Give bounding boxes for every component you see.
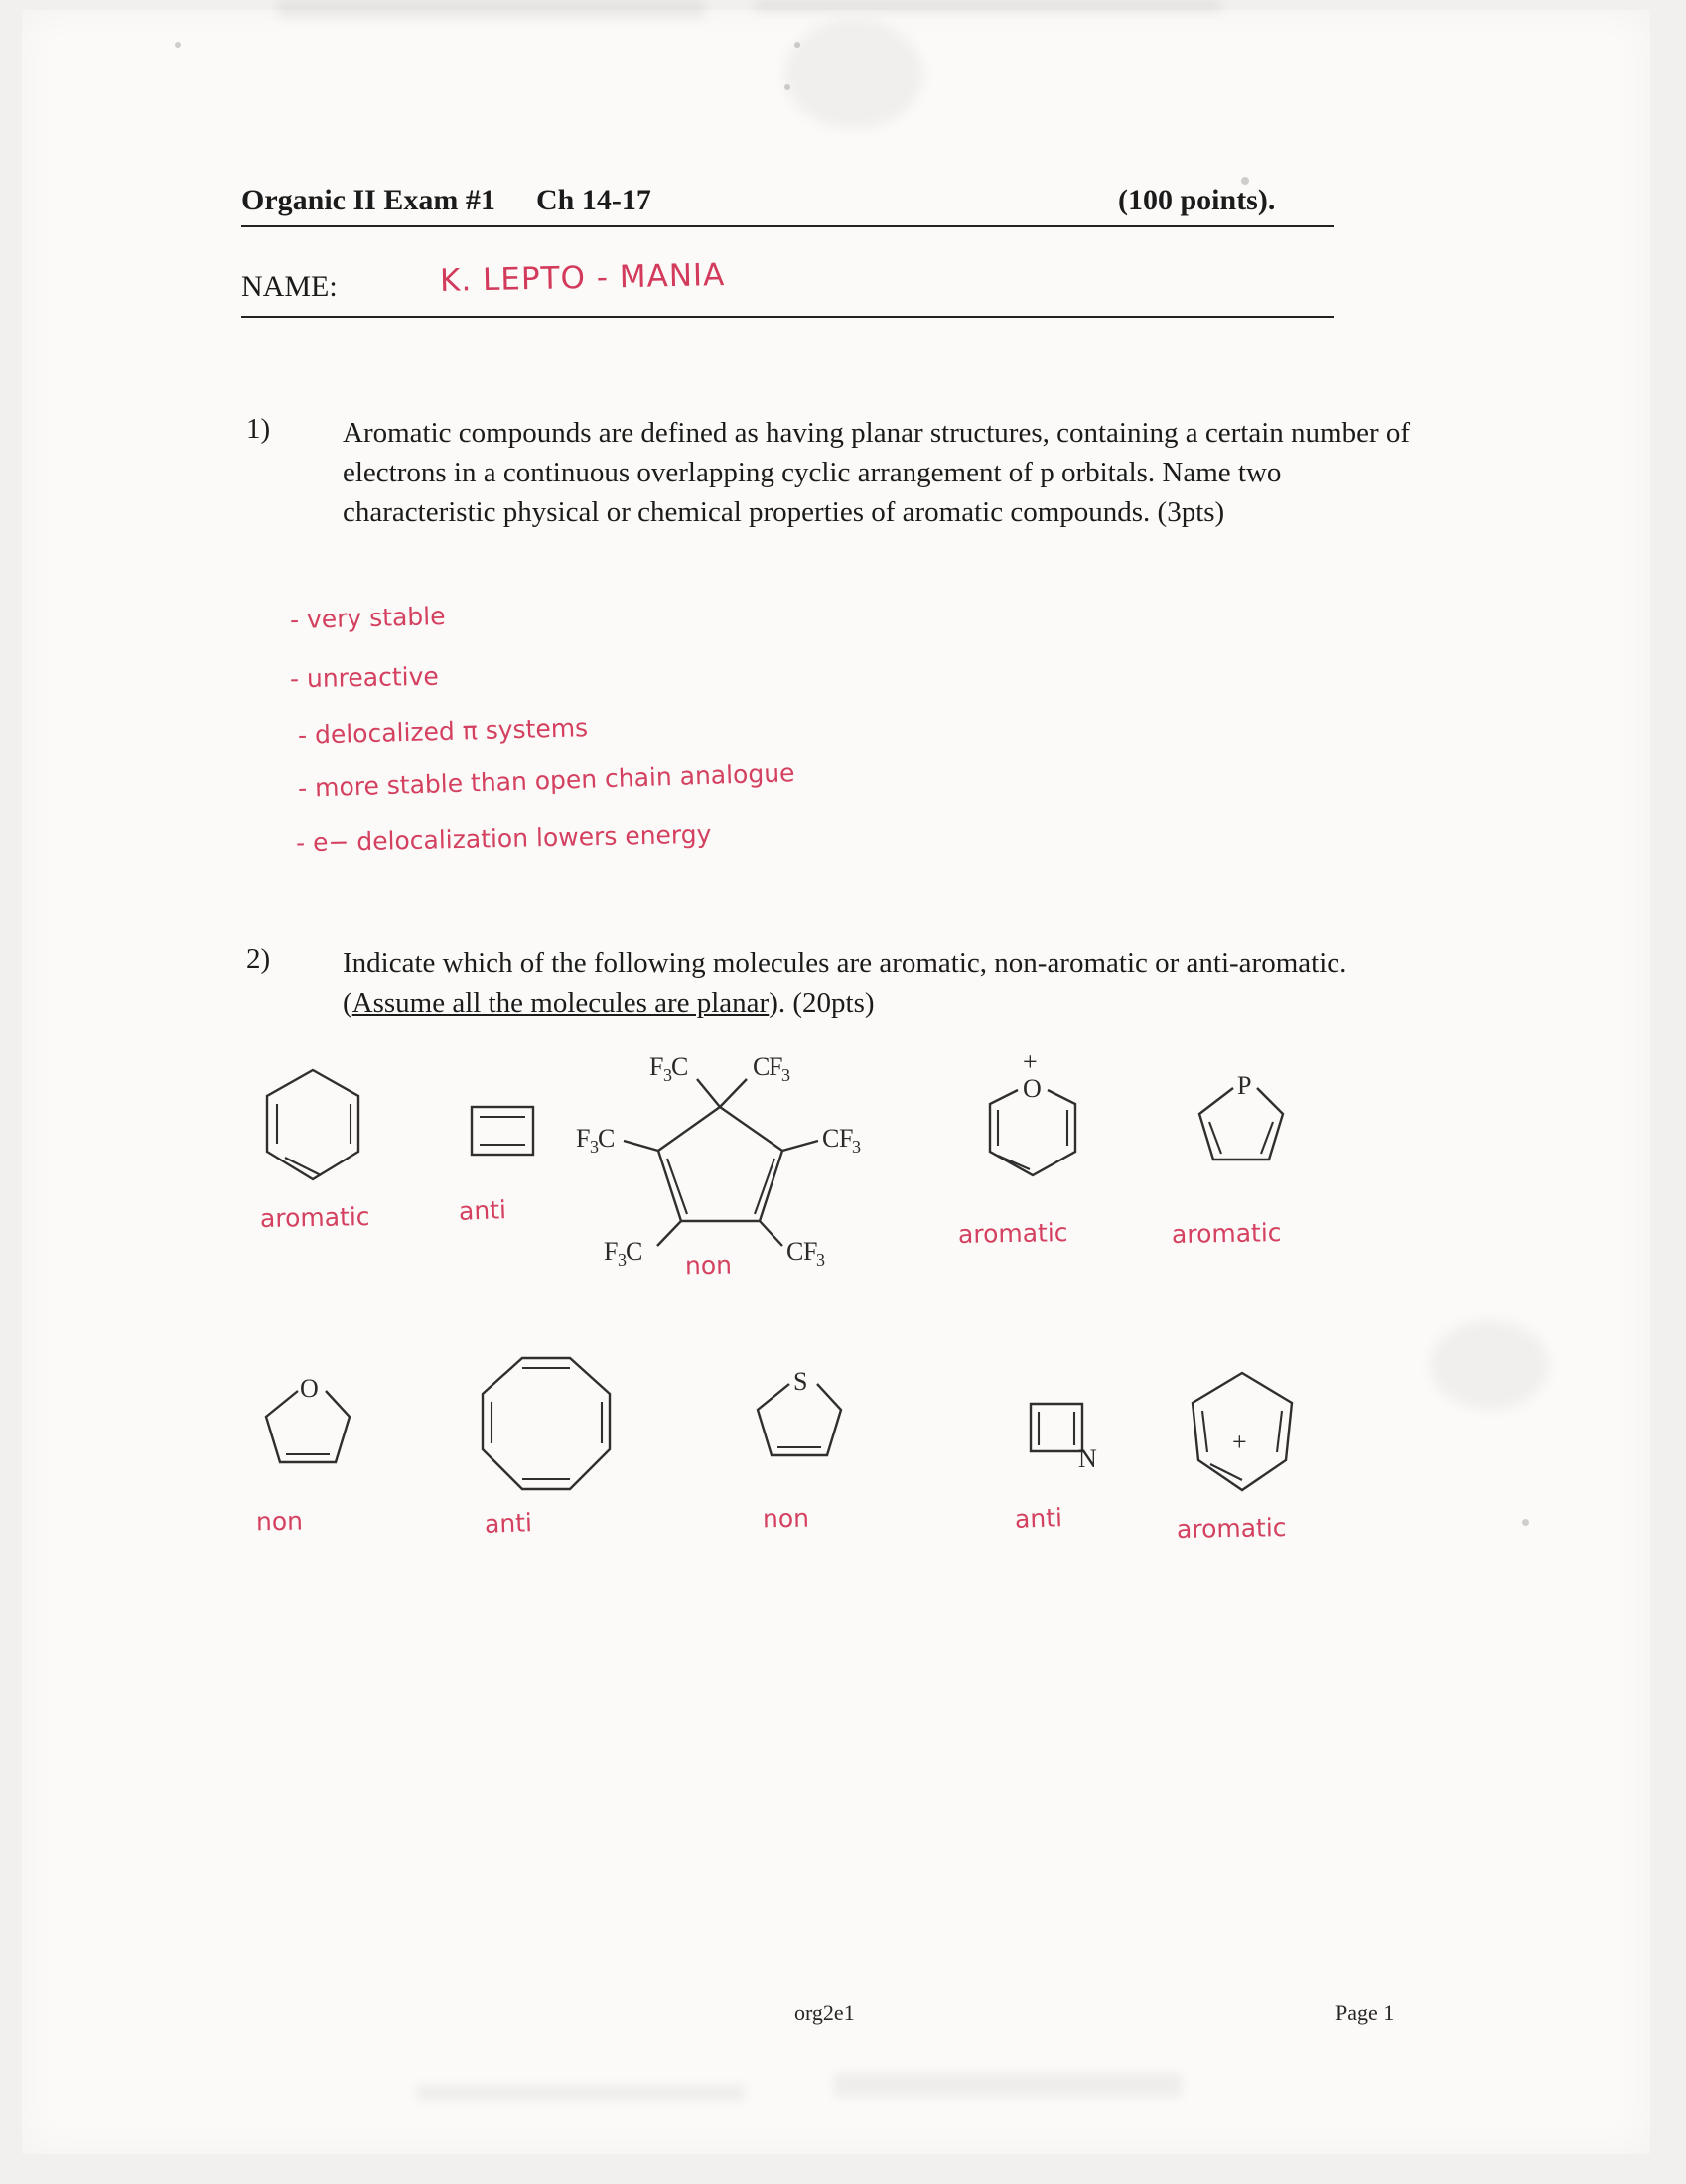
molecule-pyrylium-cation xyxy=(968,1052,1097,1191)
footer-center: org2e1 xyxy=(794,2000,855,2025)
svg-text:P: P xyxy=(1237,1071,1252,1100)
molecule-perfluoromethyl-cyclopentadiene xyxy=(576,1047,884,1276)
answer-cyclooctatetraene: anti xyxy=(484,1508,533,1539)
svg-text:F: F xyxy=(839,1124,854,1153)
exam-title: Organic II Exam #1 xyxy=(241,184,495,216)
svg-text:F: F xyxy=(604,1237,619,1266)
footer-page-number: Page 1 xyxy=(1335,2000,1395,2025)
answer-1-line-5: - e− delocalization lowers energy xyxy=(295,819,712,858)
svg-text:C: C xyxy=(822,1124,840,1153)
header-rule xyxy=(241,225,1334,227)
answer-1-line-4: - more stable than open chain analogue xyxy=(297,758,795,803)
svg-text:3: 3 xyxy=(781,1065,790,1085)
name-rule xyxy=(241,316,1334,318)
molecule-dihydrothiophene xyxy=(740,1360,869,1489)
answer-tropylium-cation: aromatic xyxy=(1176,1513,1287,1544)
question-2-text-part2: ). (20pts) xyxy=(769,987,875,1019)
svg-text:C: C xyxy=(786,1237,804,1266)
svg-text:F: F xyxy=(803,1237,818,1266)
svg-text:+: + xyxy=(1232,1428,1247,1456)
answer-benzene: aromatic xyxy=(259,1202,370,1233)
name-label: NAME: xyxy=(241,270,338,303)
exam-points: (100 points). xyxy=(1118,184,1276,216)
answer-azete: anti xyxy=(1014,1503,1063,1534)
answer-dihydrofuran: non xyxy=(255,1506,304,1537)
svg-text:3: 3 xyxy=(816,1250,825,1270)
svg-text:3: 3 xyxy=(663,1065,672,1085)
svg-text:F: F xyxy=(769,1052,783,1081)
answer-1-line-2: - unreactive xyxy=(289,661,440,694)
molecule-cyclooctatetraene xyxy=(467,1350,626,1514)
answer-1-line-3: - delocalized π systems xyxy=(297,713,589,750)
question-1-text: Aromatic compounds are defined as having planar structures, containing a certain number of electrons in a continuous overlapping cyclic arrangement of p orbitals. Name two characteristic physical or chemical properties of aromatic compounds. (3pts) xyxy=(343,417,1411,528)
question-2-text xyxy=(343,943,1430,1023)
molecule-cyclobutadiene xyxy=(462,1097,551,1176)
svg-text:3: 3 xyxy=(618,1250,627,1270)
svg-text:O: O xyxy=(1023,1074,1042,1103)
svg-text:O: O xyxy=(300,1374,319,1403)
svg-text:3: 3 xyxy=(590,1137,599,1157)
svg-text:F: F xyxy=(576,1124,591,1153)
svg-text:+: + xyxy=(1023,1052,1038,1076)
svg-text:3: 3 xyxy=(852,1137,861,1157)
exam-chapters: Ch 14-17 xyxy=(536,184,651,216)
answer-pyrylium-cation: aromatic xyxy=(957,1218,1068,1249)
molecule-dihydrofuran xyxy=(248,1365,377,1494)
answer-phosphole: aromatic xyxy=(1171,1218,1282,1249)
answer-cyclobutadiene: anti xyxy=(458,1195,507,1226)
answer-1-line-1: - very stable xyxy=(289,601,446,635)
svg-text:F: F xyxy=(649,1052,664,1081)
svg-text:C: C xyxy=(598,1124,616,1153)
svg-text:C: C xyxy=(753,1052,771,1081)
question-2-text-underlined: Assume all the molecules are planar xyxy=(351,987,770,1019)
molecule-phosphole xyxy=(1182,1062,1311,1191)
name-handwritten-value: K. LEPTO - MANIA xyxy=(439,256,726,300)
question-2-number: 2) xyxy=(246,943,271,975)
question-1-number: 1) xyxy=(246,413,271,445)
answer-dihydrothiophene: non xyxy=(762,1503,810,1534)
question-2-text-part1: Indicate which of the following molecules are aromatic, non-aromatic or anti-aromatic. ( xyxy=(343,947,1347,1019)
svg-text:C: C xyxy=(626,1237,643,1266)
molecule-benzene xyxy=(253,1062,372,1191)
answer-perfluoromethyl-cyclopentadiene: non xyxy=(684,1250,733,1281)
svg-text:C: C xyxy=(671,1052,689,1081)
svg-text:S: S xyxy=(793,1367,808,1396)
molecule-azete xyxy=(1013,1390,1122,1499)
svg-text:N: N xyxy=(1078,1444,1097,1473)
molecule-tropylium-cation xyxy=(1177,1365,1316,1504)
